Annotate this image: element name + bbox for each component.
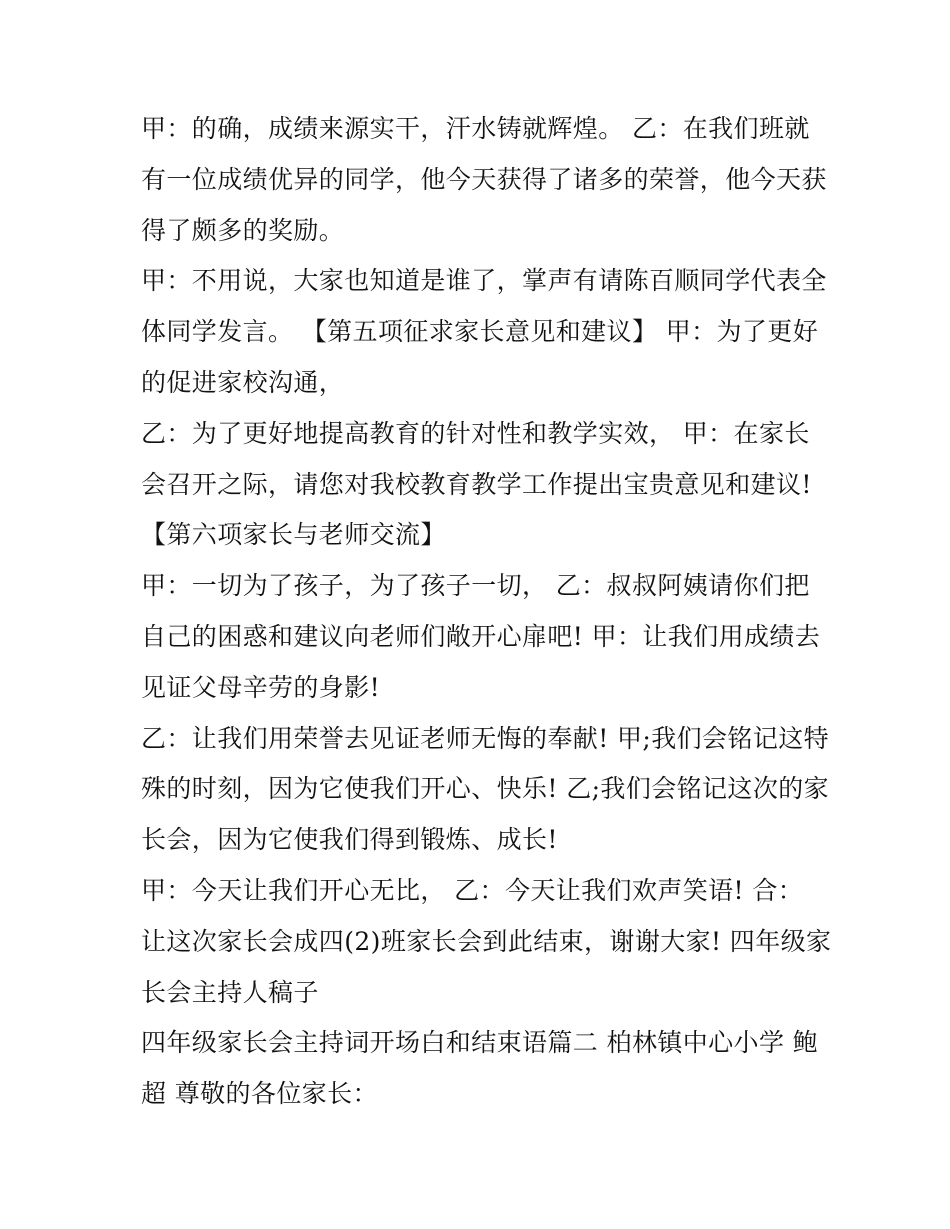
text-line: 乙：为了更好地提高教育的针对性和教学实效， 甲：在家长 xyxy=(141,418,810,448)
text-line: 的促进家校沟通， xyxy=(141,367,345,397)
text-line: 乙：让我们用荣誉去见证老师无悔的奉献! 甲;我们会铭记这特 xyxy=(141,723,830,753)
document-body xyxy=(141,104,832,1120)
text-line: 长会主持人稿子 xyxy=(141,977,319,1007)
text-line: 得了颇多的奖励。 xyxy=(141,215,345,245)
text-line: 见证父母辛劳的身影! xyxy=(141,672,381,702)
text-line: 让这次家长会成四(2)班家长会到此结束，谢谢大家! 四年级家 xyxy=(141,926,832,956)
text-line: 甲：一切为了孩子，为了孩子一切， 乙：叔叔阿姨请你们把 xyxy=(141,571,810,601)
text-line: 体同学发言。 【第五项征求家长意见和建议】 甲：为了更好 xyxy=(141,317,819,347)
text-line: 长会，因为它使我们得到锻炼、成长! xyxy=(141,825,558,855)
text-line: 有一位成绩优异的同学，他今天获得了诸多的荣誉，他今天获 xyxy=(141,164,827,194)
text-line: 甲：今天让我们开心无比， 乙：今天让我们欢声笑语! 合： xyxy=(141,875,804,905)
section-heading: 【第六项家长与老师交流】 xyxy=(141,520,446,550)
text-line: 超 尊敬的各位家长： xyxy=(141,1079,378,1109)
text-line: 甲：的确，成绩来源实干，汗水铸就辉煌。 乙：在我们班就 xyxy=(141,114,810,143)
text-line: 会召开之际，请您对我校教育教学工作提出宝贵意见和建议! xyxy=(141,469,812,499)
text-line: 甲：不用说，大家也知道是谁了，掌声有请陈百顺同学代表全 xyxy=(141,266,827,296)
text-line: 四年级家长会主持词开场白和结束语篇二 柏林镇中心小学 鲍 xyxy=(141,1028,819,1058)
text-line: 殊的时刻，因为它使我们开心、快乐! 乙;我们会铭记这次的家 xyxy=(141,774,830,804)
text-line: 自己的困惑和建议向老师们敞开心扉吧! 甲：让我们用成绩去 xyxy=(141,621,821,651)
